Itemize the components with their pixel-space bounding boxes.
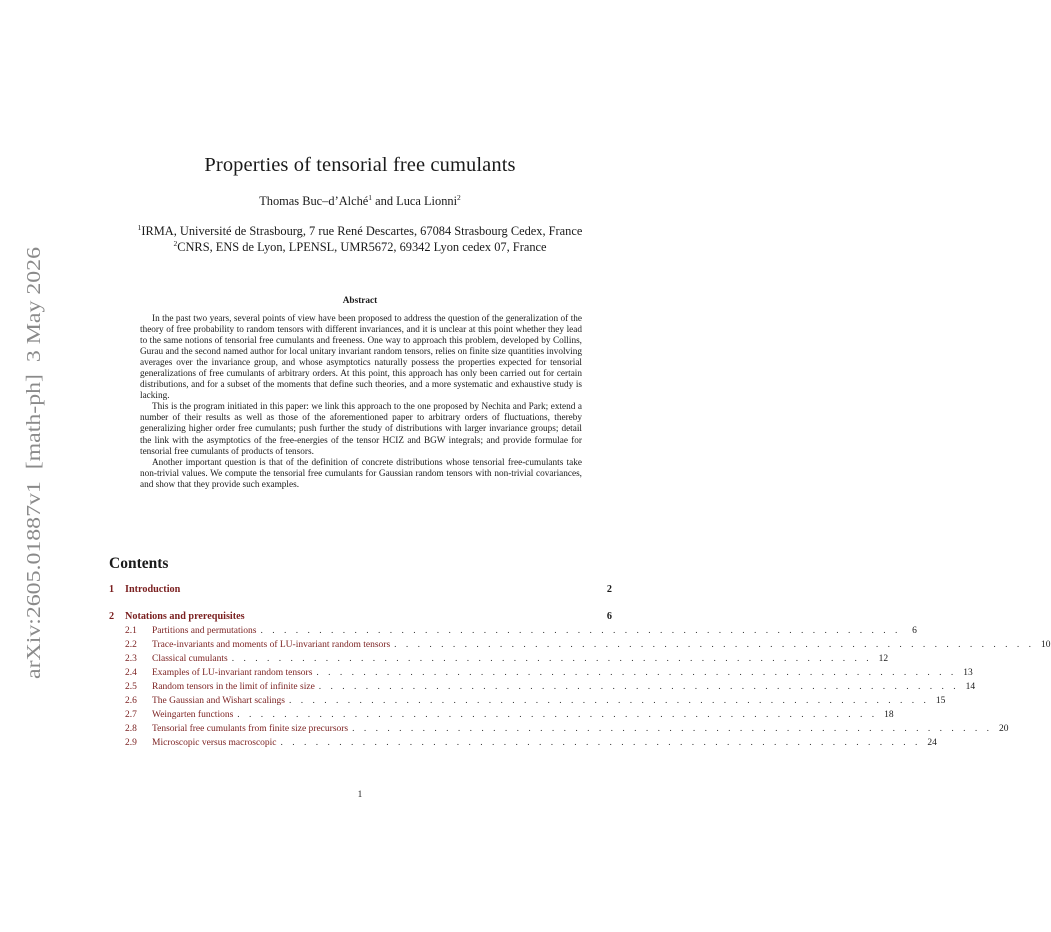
toc-dot-leader: . . . . . . . . . . . . . . . . . . . . . . . . . . . . . . . . . . . . . . . . . . . . . . . . . . . . . . . bbox=[260, 626, 901, 636]
toc-dot-leader: . . . . . . . . . . . . . . . . . . . . . . . . . . . . . . . . . . . . . . . . . . . . . . . . . . . . . . . bbox=[237, 710, 878, 720]
author-2[interactable]: Luca Lionni bbox=[396, 194, 458, 208]
toc-dot-leader: . . . . . . . . . . . . . . . . . . . . . . . . . . . . . . . . . . . . . . . . . . . . . . . . . . . . . . . bbox=[280, 738, 921, 748]
toc-entry-number: 2.6 bbox=[125, 696, 137, 706]
toc-dot-leader: . . . . . . . . . . . . . . . . . . . . . . . . . . . . . . . . . . . . . . . . . . . . . . . . . . . . . . . bbox=[288, 696, 930, 706]
toc-entry-2-4[interactable] bbox=[109, 666, 973, 680]
toc-entry-link[interactable]: Classical cumulants bbox=[152, 654, 228, 664]
toc-dot-leader: . . . . . . . . . . . . . . . . . . . . . . . . . . . . . . . . . . . . . . . . . . . . . . . . . . . . . . . bbox=[316, 668, 957, 678]
abstract-heading: Abstract bbox=[342, 296, 378, 306]
toc-entry-page: 6 bbox=[912, 626, 917, 636]
contents-heading: Contents bbox=[109, 555, 169, 572]
toc-entry-2-7[interactable] bbox=[109, 708, 894, 722]
toc-entry-number: 2.1 bbox=[125, 626, 137, 636]
toc-entry-number: 2.2 bbox=[125, 640, 137, 650]
toc-entry-page: 18 bbox=[884, 710, 894, 720]
affiliation-1-mark: 1 bbox=[137, 223, 142, 232]
paper-title: Properties of tensorial free cumulants bbox=[204, 154, 516, 176]
toc-entry-number: 2.8 bbox=[125, 724, 137, 734]
toc-entry-link[interactable]: Tensorial free cumulants from finite size precursors bbox=[152, 724, 349, 734]
page-number: 1 bbox=[357, 790, 363, 800]
toc-entry-2-3[interactable] bbox=[109, 652, 889, 666]
toc-entry-link[interactable]: Weingarten functions bbox=[152, 710, 234, 720]
affiliation-2-mark: 2 bbox=[173, 239, 178, 248]
toc-entry-2-5[interactable] bbox=[109, 680, 976, 694]
toc-dot-leader: . . . . . . . . . . . . . . . . . . . . . . . . . . . . . . . . . . . . . . . . . . . . . . . . . . . . . . . bbox=[394, 640, 1035, 650]
affiliation-1 bbox=[0, 224, 720, 239]
toc-entry-2-2[interactable] bbox=[109, 638, 1051, 652]
toc-entry-page: 13 bbox=[963, 668, 973, 678]
toc-entry-page: 15 bbox=[935, 696, 946, 706]
toc-entry-page: 2 bbox=[606, 584, 612, 595]
toc-entry-link[interactable]: Introduction bbox=[125, 584, 181, 595]
toc-entry-number: 2.5 bbox=[125, 682, 137, 692]
toc-entry-number: 2.9 bbox=[125, 738, 137, 748]
abstract-paragraph: Another important question is that of the definition of concrete distributions whose tensorial free-cumulants take non-trivial values. We compute the tensorial free cumulants for Gaussian random tensors with non-trivial covariances, and show that they provide such examples. bbox=[140, 457, 582, 490]
abstract-paragraph: In the past two years, several points of view have been proposed to address the question of the generalization of the theory of free probability to random tensors with different invariances, and it is unclear at this point whether they lead to the same notions of tensorial free cumulants and freeness. One way to approach this problem, developed by Collins, Gurau and the second named author for local unitary invariant random tensors, relies on finite size quantities involving averages over the invariance group, and whose asymptotics naturally possess the properties expected for tensorial generalizations of free cumulants of arbitrary orders. At this point, this approach has only been carried out for certain distributions, and for a subset of the moments that define such theories, and a more systematic and exhaustive study is lacking. bbox=[140, 314, 582, 402]
toc-entry-2-8[interactable] bbox=[109, 722, 1009, 736]
toc-entry-link[interactable]: The Gaussian and Wishart scalings bbox=[152, 696, 285, 706]
toc-entry-notations[interactable] bbox=[109, 610, 612, 624]
toc-entry-link[interactable]: Notations and prerequisites bbox=[125, 611, 245, 622]
toc-entry-page: 14 bbox=[965, 682, 976, 692]
author-2-affil-mark: 2 bbox=[457, 193, 461, 202]
affiliation-2 bbox=[0, 240, 720, 255]
toc-entry-link[interactable]: Examples of LU-invariant random tensors bbox=[152, 668, 313, 678]
toc-entry-page: 20 bbox=[999, 724, 1009, 734]
author-conjunction: and bbox=[372, 194, 397, 208]
author-1-affil-mark: 1 bbox=[368, 193, 373, 202]
toc-entry-page: 24 bbox=[927, 738, 937, 748]
toc-entry-number: 2.3 bbox=[125, 654, 137, 664]
author-1[interactable]: Thomas Buc–d’Alché bbox=[259, 194, 369, 208]
affiliation-1-text: IRMA, Université de Strasbourg, 7 rue René Descartes, 67084 Strasbourg Cedex, France bbox=[141, 224, 583, 238]
toc-entry-2-6[interactable] bbox=[109, 694, 946, 708]
toc-entry-introduction[interactable] bbox=[109, 583, 612, 597]
toc-entry-page: 12 bbox=[878, 654, 889, 664]
abstract-body bbox=[140, 314, 582, 491]
arxiv-identifier-stamp bbox=[10, 245, 50, 685]
toc-entry-number: 2.7 bbox=[125, 710, 137, 720]
toc-entry-link[interactable]: Partitions and permutations bbox=[152, 626, 257, 636]
toc-dot-leader: . . . . . . . . . . . . . . . . . . . . . . . . . . . . . . . . . . . . . . . . . . . . . . . . . . . . . . . bbox=[231, 654, 873, 664]
toc-entry-link[interactable]: Microscopic versus macroscopic bbox=[152, 738, 277, 748]
abstract-paragraph: This is the program initiated in this paper: we link this approach to the one proposed by Nechita and Park; extend a number of their results as well as those of the aforementioned paper to arbitrary orders of fluctuations, thereby generalizing higher order free cumulants; push further the study of distributions with larger invariance groups; detail the link with the asymptotics of the free-energies of the tensor HCIZ and BGW integrals; and provide formulae for tensorial free cumulants of products of tensors. bbox=[140, 402, 582, 457]
toc-entry-2-1[interactable] bbox=[109, 624, 917, 638]
toc-entry-page: 10 bbox=[1041, 640, 1051, 650]
toc-entry-link[interactable]: Trace-invariants and moments of LU-invariant random tensors bbox=[152, 640, 391, 650]
toc-dot-leader: . . . . . . . . . . . . . . . . . . . . . . . . . . . . . . . . . . . . . . . . . . . . . . . . . . . . . . . bbox=[318, 682, 960, 692]
toc-entry-2-9[interactable] bbox=[109, 736, 937, 750]
toc-entry-number: 2.4 bbox=[125, 668, 137, 678]
author-line bbox=[0, 194, 720, 209]
toc-dot-leader: . . . . . . . . . . . . . . . . . . . . . . . . . . . . . . . . . . . . . . . . . . . . . . . . . . . . . . . bbox=[352, 724, 993, 734]
toc-entry-number: 2 bbox=[109, 611, 115, 622]
toc-entry-number: 1 bbox=[109, 584, 115, 595]
arxiv-identifier-text: arXiv:2605.01887v1 [math-ph] 3 May 2026 bbox=[23, 307, 45, 679]
affiliation-2-text: CNRS, ENS de Lyon, LPENSL, UMR5672, 69342 Lyon cedex 07, France bbox=[177, 240, 547, 254]
toc-entry-page: 6 bbox=[606, 611, 612, 622]
toc-entry-link[interactable]: Random tensors in the limit of infinite size bbox=[152, 682, 315, 692]
